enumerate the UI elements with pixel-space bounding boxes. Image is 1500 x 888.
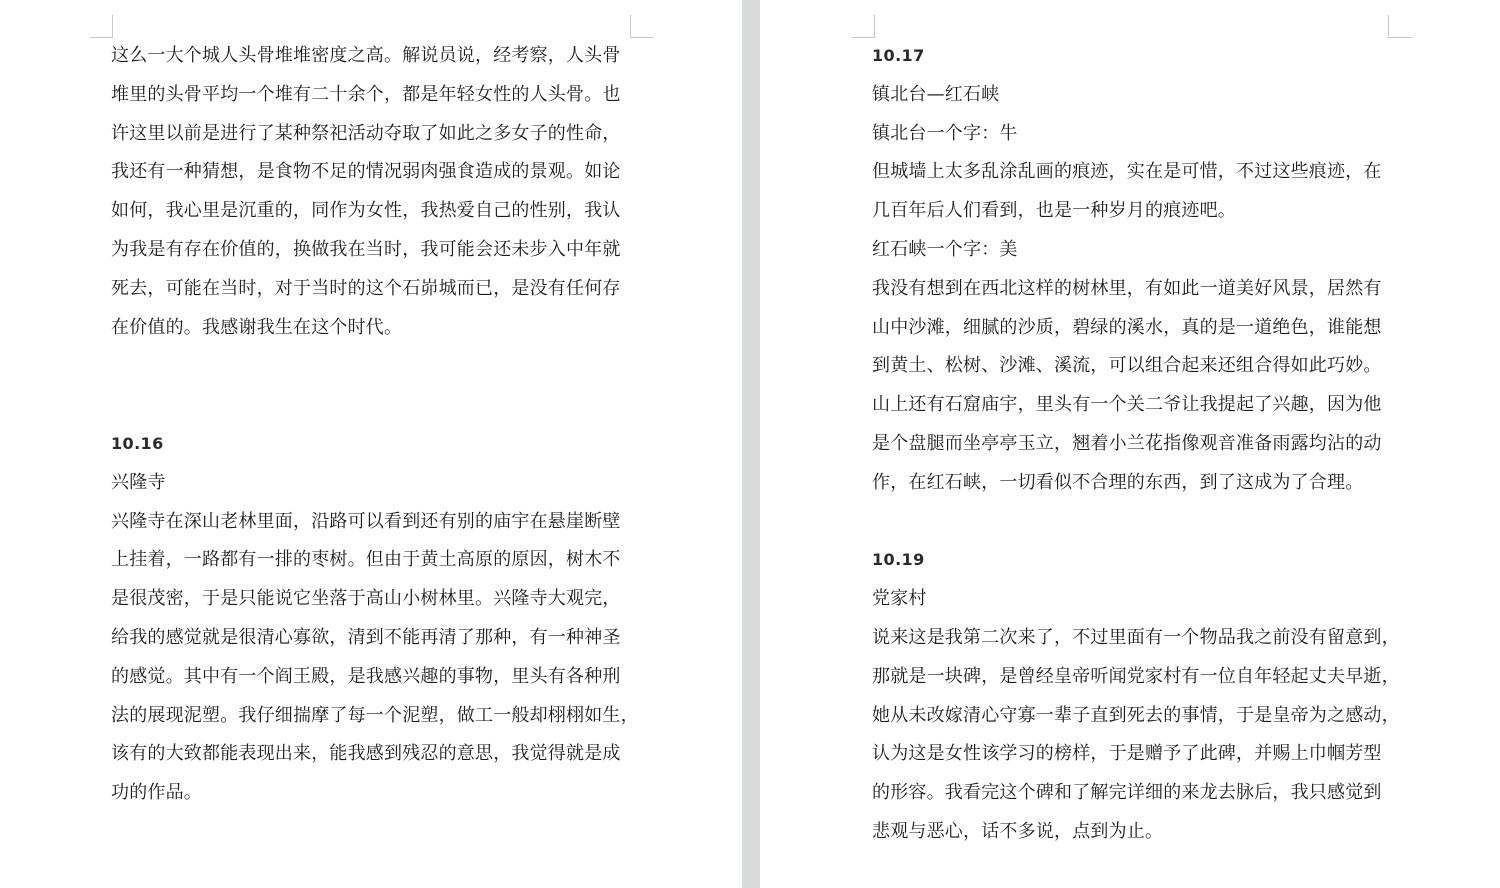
entry-date: 10.19 xyxy=(872,550,925,570)
paragraph-line: 在价值的。我感谢我生在这个时代。 xyxy=(111,316,403,338)
document-page-left xyxy=(0,0,742,888)
paragraph-line: 的形容。我看完这个碑和了解完详细的来龙去脉后，我只感觉到 xyxy=(872,782,1382,804)
paragraph-line: 给我的感觉就是很清心寡欲，清到不能再清了那种，有一种神圣 xyxy=(111,626,621,648)
paragraph-line: 该有的大致都能表现出来，能我感到残忍的意思，我觉得就是成 xyxy=(111,743,621,765)
page-text-left[interactable] xyxy=(111,37,641,813)
paragraph-line: 镇北台一个字：牛 xyxy=(872,122,1018,144)
blank-line xyxy=(872,503,1412,542)
paragraph-line: 如何，我心里是沉重的，同作为女性，我热爱自己的性别，我认 xyxy=(111,200,621,222)
margin-corner-top-right xyxy=(630,15,653,38)
paragraph-line: 兴隆寺在深山老林里面，沿路可以看到还有别的庙宇在悬崖断壁 xyxy=(111,510,621,532)
paragraph-line: 是很茂密，于是只能说它坐落于高山小树林里。兴隆寺大观完， xyxy=(111,588,621,610)
paragraph-line: 红石峡一个字：美 xyxy=(872,238,1018,260)
paragraph-line: 那就是一块碑，是曾经皇帝听闻党家村有一位自年轻起丈夫早逝， xyxy=(872,665,1400,687)
paragraph-line: 说来这是我第二次来了，不过里面有一个物品我之前没有留意到， xyxy=(872,626,1400,648)
entry-date: 10.17 xyxy=(872,46,925,65)
entry-title: 党家村 xyxy=(872,588,927,610)
paragraph-line: 堆里的头骨平均一个堆有二十余个，都是年轻女性的人头骨。也 xyxy=(111,83,621,105)
blank-line xyxy=(111,347,641,386)
margin-corner-top-left xyxy=(90,15,113,38)
margin-corner-top-right xyxy=(1388,15,1411,38)
paragraph-line: 的感觉。其中有一个阎王殿，是我感兴趣的事物，里头有各种刑 xyxy=(111,665,621,687)
paragraph-line: 但城墙上太多乱涂乱画的痕迹，实在是可惜，不过这些痕迹，在 xyxy=(872,161,1382,183)
paragraph-line: 我还有一种猜想，是食物不足的情况弱肉强食造成的景观。如论 xyxy=(111,161,621,183)
entry-date: 10.16 xyxy=(111,433,164,453)
paragraph-line: 死去，可能在当时，对于当时的这个石峁城而已，是没有任何存 xyxy=(111,277,621,299)
paragraph-line: 山上还有石窟庙宇，里头有一个关二爷让我提起了兴趣，因为他 xyxy=(872,394,1382,416)
paragraph-line: 我没有想到在西北这样的树林里，有如此一道美好风景，居然有 xyxy=(872,277,1382,299)
page-text-right[interactable] xyxy=(872,37,1412,852)
paragraph-line: 山中沙滩，细腻的沙质，碧绿的溪水，真的是一道绝色，谁能想 xyxy=(872,316,1382,338)
paragraph-line: 上挂着，一路都有一排的枣树。但由于黄土高原的原因，树木不 xyxy=(111,549,621,571)
paragraph-line: 许这里以前是进行了某种祭祀活动夺取了如此之多女子的性命， xyxy=(111,122,621,144)
paragraph-line: 是个盘腿而坐亭亭玉立，翘着小兰花指像观音准备雨露均沾的动 xyxy=(872,432,1382,454)
paragraph-line: 她从未改嫁清心守寡一辈子直到死去的事情，于是皇帝为之感动， xyxy=(872,704,1400,726)
paragraph-line: 为我是有存在价值的，换做我在当时，我可能会还未步入中年就 xyxy=(111,238,621,260)
paragraph-line: 作，在红石峡，一切看似不合理的东西，到了这成为了合理。 xyxy=(872,471,1364,493)
entry-title: 兴隆寺 xyxy=(111,471,166,493)
paragraph-line: 悲观与恶心，话不多说，点到为止。 xyxy=(872,820,1164,842)
paragraph-line: 到黄土、松树、沙滩、溪流，可以组合起来还组合得如此巧妙。 xyxy=(872,355,1382,377)
paragraph-line: 功的作品。 xyxy=(111,782,202,804)
paragraph-line: 这么一大个城人头骨堆堆密度之高。解说员说，经考察，人头骨 xyxy=(111,45,621,66)
entry-title: 镇北台—红石峡 xyxy=(872,83,1000,105)
paragraph-line: 几百年后人们看到，也是一种岁月的痕迹吧。 xyxy=(872,200,1236,222)
blank-line xyxy=(111,386,641,425)
paragraph-line: 认为这是女性该学习的榜样，于是赠予了此碑，并赐上巾帼芳型 xyxy=(872,743,1382,765)
page-gap xyxy=(742,0,760,888)
document-page-right xyxy=(760,0,1500,888)
paragraph-line: 法的展现泥塑。我仔细揣摩了每一个泥塑，做工一般却栩栩如生， xyxy=(111,704,639,726)
margin-corner-top-left xyxy=(852,15,875,38)
